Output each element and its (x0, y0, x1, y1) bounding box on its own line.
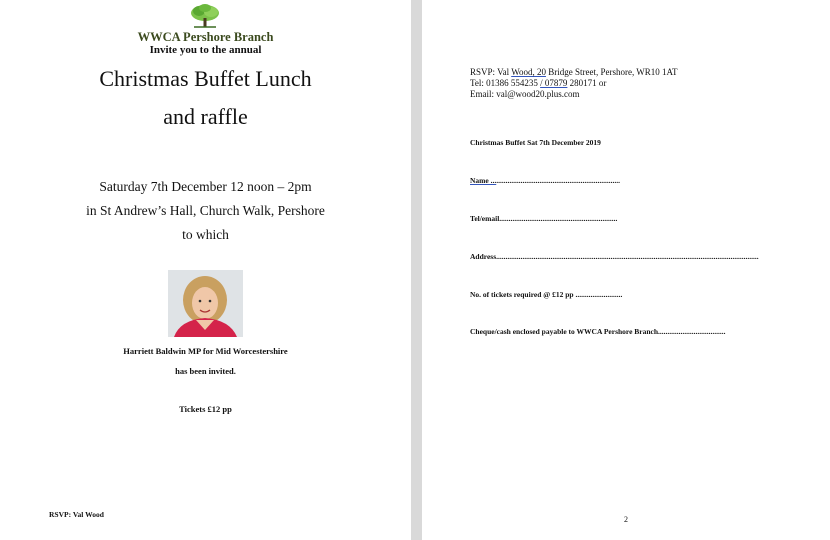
name-dots: .................................................................. (496, 176, 620, 185)
name-field[interactable] (470, 176, 620, 185)
left-page (0, 0, 411, 540)
ticket-price: Tickets £12 pp (179, 404, 232, 414)
mp-caption: Harriett Baldwin MP for Mid Worcestershire (123, 346, 288, 356)
page-gutter (411, 0, 422, 540)
invite-line: Invite you to the annual (149, 44, 262, 56)
rsvp-street: Bridge Street, Pershore, WR10 1AT (545, 67, 678, 77)
event-venue: in St Andrew’s Hall, Church Walk, Pershore (86, 203, 325, 218)
tel-underlined: / 07879 (540, 78, 568, 88)
event-title: Christmas Buffet Lunch (99, 66, 312, 91)
branch-name: WWCA Pershore Branch (137, 30, 274, 44)
rsvp-text: RSVP: Val (470, 67, 512, 77)
tickets-required-field[interactable]: No. of tickets required @ £12 pp ......................... (470, 290, 623, 299)
right-page (422, 0, 830, 540)
page-number: 2 (624, 515, 628, 524)
rsvp-address-line (470, 67, 678, 78)
rsvp-underlined: Wood, 20 (511, 67, 546, 77)
tel-email-field[interactable]: Tel/email............................................................... (470, 214, 618, 223)
rsvp-email-line: Email: val@wood20.plus.com (470, 89, 580, 99)
mp-photo (168, 270, 243, 337)
address-field[interactable]: Address............................................................................................................................................ (470, 252, 759, 261)
cheque-field[interactable]: Cheque/cash enclosed payable to WWCA Pershore Branch.................................... (470, 327, 726, 336)
rsvp-tel-line (470, 78, 606, 89)
tel-text: Tel: 01386 554235 (470, 78, 541, 88)
event-subtitle: and raffle (163, 104, 248, 129)
form-title: Christmas Buffet Sat 7th December 2019 (470, 138, 601, 147)
event-to-which: to which (182, 227, 229, 242)
tel-rest: 280171 or (567, 78, 607, 88)
event-date: Saturday 7th December 12 noon – 2pm (99, 179, 312, 194)
invited-text: has been invited. (175, 366, 236, 376)
tree-logo-icon (188, 3, 222, 29)
name-label: Name ... (470, 176, 497, 185)
footer-rsvp: RSVP: Val Wood (49, 510, 104, 519)
